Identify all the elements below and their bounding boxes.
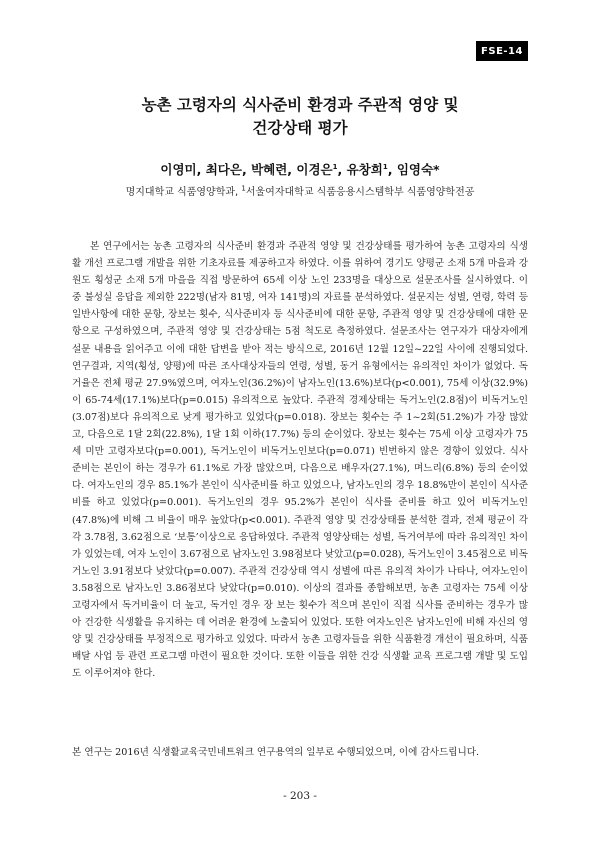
author-list <box>60 160 540 178</box>
affiliation-2: 서울여자대학교 식품응용시스템학부 식품영양학전공 <box>245 187 475 198</box>
author-separator: , <box>387 162 397 177</box>
affiliation-1: 명지대학교 식품영양학과, <box>125 187 242 198</box>
author-3: 박혜련, <box>251 162 297 177</box>
session-tag: FSE-14 <box>476 41 528 61</box>
acknowledgement: 본 연구는 2016년 식생활교육국민네트워크 연구용역의 일부로 수행되었으며, 이에 감사드립니다. <box>72 747 480 758</box>
author-5-affiliation-mark: 1 <box>382 162 388 171</box>
author-4: 이경은 <box>296 162 333 177</box>
author-6: 임영숙* <box>396 162 440 177</box>
author-1: 이영미, <box>160 162 206 177</box>
paper-title <box>60 94 540 140</box>
abstract-body: 본 연구에서는 농촌 고령자의 식사준비 환경과 주관적 영양 및 건강상태를 평가하여 농촌 고령자의 식생활 개선 프로그램 개발을 위한 기초자료를 제공하고자 하였다. 이를 위하여 경기도 양평군 소재 5개 마을과 강원도 횡성군 소재 5개 마을을 직접 방문하여 65세 이상 노인 233명을 대상으로 설문조사를 실시하였다. 이 중 불성실 응답을 제외한 222명(남자 81명, 여자 141명)의 자료를 분석하였다. 설문지는 성별, 연령, 학력 등 일반사항에 대한 문항, 장보는 횟수, 식사준비자 등 식사준비에 대한 문항, 주관적 영양 및 건강상태에 대한 문항으로 구성하였으며, 주관적 영양 및 건강상태는 5점 척도로 측정하였다. 설문조사는 연구자가 대상자에게 설문 내용을 읽어주고 이에 대한 답변을 받아 적는 방식으로, 2016년 12월 12일~22일 사이에 진행되었다. 연구결과, 지역(횡성, 양평)에 따른 조사대상자들의 연령, 성별, 동거 유형에서는 유의적인 차이가 없었다. 독거율은 전체 평균 27.9%였으며, 여자노인(36.2%)이 남자노인(13.6%)보다(p<0.001), 75세 이상(32.9%)이 65-74세(17.1%)보다(p=0.015) 유의적으로 높았다. 주관적 경제상태는 독거노인(2.8점)이 비독거노인(3.07점)보다 유의적으로 낮게 평가하고 있었다(p=0.018). 장보는 횟수는 주 1~2회(51.2%)가 가장 많았고, 다음으로 1달 2회(22.8%), 1달 1회 이하(17.7%) 등의 순이었다. 장보는 횟수는 75세 이상 고령자가 75세 미만 고령자보다(p=0.001), 독거노인이 비독거노인보다(p=0.071) 빈번하지 않은 경향이 있었다. 식사준비는 본인이 하는 경우가 61.1%로 가장 많았으며, 다음으로 배우자(27.1%), 며느리(6.8%) 등의 순이었다. 여자노인의 경우 85.1%가 본인이 식사준비를 하고 있었으나, 남자노인의 경우 18.8%만이 본인이 식사준비를 하고 있었다(p=0.001). 독거노인의 경우 95.2%가 본인이 식사를 준비를 하고 있어 비독거노인(47.8%)에 비해 그 비율이 매우 높았다(p<0.001). 주관적 영양 및 건강상태를 분석한 결과, 전체 평균이 각각 3.78점, 3.62점으로 ‘보통’이상으로 응답하였다. 주관적 영양상태는 성별, 독거여부에 따라 유의적인 차이가 있었는데, 여자 노인이 3.67점으로 남자노인 3.98점보다 낮았고(p=0.028), 독거노인이 3.45점으로 비독거노인 3.91점보다 낮았다(p=0.007). 주관적 건강상태 역시 성별에 따른 유의적 차이가 나타나, 여자노인이 3.58점으로 남자노인 3.86점보다 낮았다(p=0.010). 이상의 결과를 종합해보면, 농촌 고령자는 75세 이상 고령자에서 독거비율이 더 높고, 독거인 경우 장 보는 횟수가 적으며 본인이 직접 식사를 준비하는 경우가 많아 건강한 식생활을 유지하는 데 어려운 환경에 노출되어 있었다. 또한 여자노인은 남자노인에 비해 자신의 영양 및 건강상태를 부정적으로 평가하고 있었다. 따라서 농촌 고령자들을 위한 식품환경 개선이 필요하며, 식품배달 사업 등 관련 프로그램 마련이 필요한 것이다. 또한 이들을 위한 건강 식생활 교육 프로그램 개발 및 도입도 이루어져야 한다. <box>72 241 528 680</box>
affiliation-mark: 1 <box>241 184 246 193</box>
page-number: - 203 - <box>283 790 317 802</box>
title-line-1: 농촌 고령자의 식사준비 환경과 주관적 영양 및 <box>141 96 459 114</box>
affiliation <box>60 183 540 198</box>
author-2: 최다은, <box>205 162 252 177</box>
author-4-affiliation-mark: 1 <box>332 162 338 171</box>
author-5: 유창희 <box>346 162 383 177</box>
title-line-2: 건강상태 평가 <box>252 119 348 137</box>
author-separator: , <box>337 162 347 177</box>
